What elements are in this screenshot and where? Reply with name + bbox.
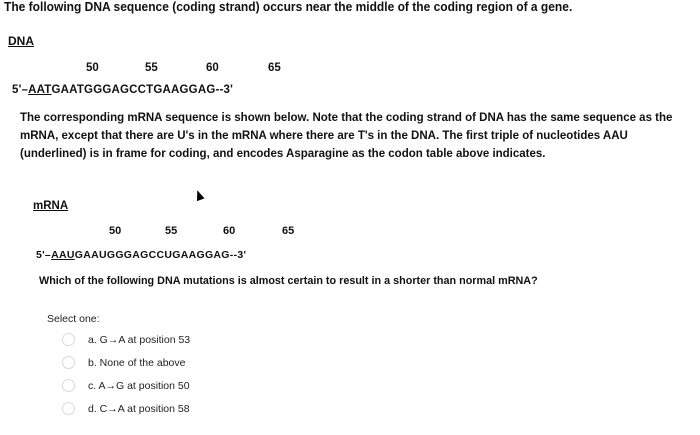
dna-position-50: 50 [86,62,99,74]
dna-label: DNA [8,34,34,48]
mrna-label: mRNA [33,200,69,212]
option-a[interactable] [62,333,190,346]
mrna-position-60: 60 [223,225,236,237]
option-a-radio[interactable] [62,333,75,346]
dna-prefix: 5'– [12,84,29,96]
option-b-label[interactable]: b. None of the above [88,356,186,369]
option-d[interactable] [62,402,190,415]
question-intro: The following DNA sequence (coding strand) occurs near the middle of the coding region of a gene. [4,0,573,14]
question-text: Which of the following DNA mutations is almost certain to result in a shorter than normal mRNA? [39,275,538,287]
dna-sequence [12,84,233,96]
mrna-position-55: 55 [165,225,178,237]
dna-position-60: 60 [206,62,219,74]
mrna-underlined-codon: AAU [51,249,75,261]
dna-sequence-rest: GAATGGGAGCCTGAAGGAG--3' [51,84,234,96]
option-c[interactable] [62,379,190,392]
dna-underlined-codon: AAT [28,84,52,96]
select-one-label: Select one: [47,313,100,325]
mrna-position-50: 50 [109,225,122,237]
mrna-position-65: 65 [282,225,295,237]
mrna-sequence-rest: GAAUGGGAGCCUGAAGGAG--3' [74,249,247,261]
option-d-radio[interactable] [62,402,75,415]
option-a-label[interactable]: a. G→A at position 53 [88,333,191,346]
mouse-cursor-icon [194,189,205,201]
option-b-radio[interactable] [62,356,75,369]
mrna-prefix: 5'– [36,249,52,261]
option-d-label[interactable]: d. C→A at position 58 [88,402,190,415]
option-c-label[interactable]: c. A→G at position 50 [88,379,190,392]
dna-position-65: 65 [268,62,281,74]
option-c-radio[interactable] [62,379,75,392]
mrna-sequence [36,249,246,261]
option-b[interactable] [62,356,186,369]
explanation-paragraph: The corresponding mRNA sequence is shown below. Note that the coding strand of DNA has the same sequence as the mRNA, except that there are U's in the mRNA where there are T's in the DNA. The first triple of nucleotides AAU (underlined) is in frame for coding, and encodes Asparagine as the codon table above indicates. [20,112,673,160]
dna-position-55: 55 [145,62,158,74]
